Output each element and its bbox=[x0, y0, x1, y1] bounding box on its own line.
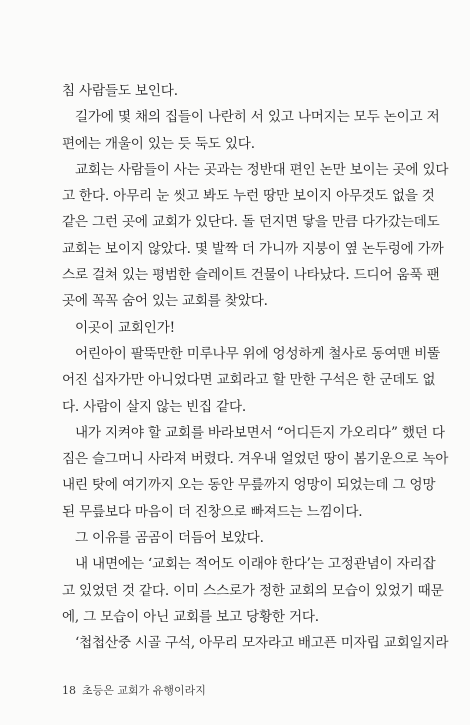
text-line: 어린아이 팔뚝만한 미루나무 위에 엉성하게 철사로 동여맨 비뚤 bbox=[75, 345, 441, 362]
running-title: 초등은 교회가 유행이라지 bbox=[82, 684, 206, 697]
text-line: 된 무릎보다 마음이 더 진창으로 빠져드는 느낌이다. bbox=[62, 503, 363, 520]
text-line: 그 이유를 곰곰이 더듬어 보았다. bbox=[75, 530, 264, 547]
text-line: 내 내면에는 ‘교회는 적어도 이래야 한다’는 고정관념이 자리잡 bbox=[75, 556, 436, 573]
text-line: 침 사람들도 보인다. bbox=[62, 83, 178, 99]
text-line: 교회는 사람들이 사는 곳과는 정반대 편인 논만 보이는 곳에 있다 bbox=[75, 161, 449, 178]
text-line: 짐은 슬그머니 사라져 버렸다. 겨우내 얼었던 땅이 봄기운으로 녹아 bbox=[62, 451, 449, 468]
page-number: 18 bbox=[62, 684, 76, 697]
text-line: 이곳이 교회인가! bbox=[75, 319, 175, 336]
text-line: 고 한다. 아무리 눈 씻고 봐도 누런 땅만 보이지 아무것도 없을 것 bbox=[62, 188, 435, 205]
text-line: ‘첩첩산중 시골 구석, 아무리 모자라고 배고픈 미자립 교회일지라 bbox=[75, 635, 449, 652]
text-line: 어진 십자가만 아니었다면 교회라고 할 만한 구석은 한 군데도 없 bbox=[62, 372, 436, 389]
text-line: 스로 걸쳐 있는 평범한 슬레이트 건물이 나타났다. 드디어 움푹 팬 bbox=[62, 267, 440, 284]
text-line: 내가 지켜야 할 교회를 바라보면서 “어디든지 가오리다” 했던 다 bbox=[75, 424, 445, 441]
text-line: 길가에 몇 채의 집들이 나란히 서 있고 나머지는 모두 논이고 저 bbox=[75, 109, 440, 126]
text-line: 다. 사람이 살지 않는 빈집 같다. bbox=[62, 398, 247, 415]
page-footer bbox=[62, 682, 206, 698]
body-text bbox=[62, 78, 449, 657]
text-line: 내린 탓에 여기까지 오는 동안 무릎까지 엉망이 되었는데 그 엉망 bbox=[62, 477, 436, 494]
text-line: 곳에 꼭꼭 숨어 있는 교회를 찾았다. bbox=[62, 293, 268, 310]
text-line: 고 있었던 것 같다. 이미 스스로가 정한 교회의 모습이 있었기 때문 bbox=[62, 582, 444, 599]
text-line: 에, 그 모습이 아닌 교회를 보고 당황한 거다. bbox=[62, 608, 319, 625]
text-line: 편에는 개울이 있는 듯 둑도 있다. bbox=[62, 135, 255, 152]
text-line: 교회는 보이지 않았다. 몇 발짝 더 가니까 지붕이 옆 논두렁에 가까 bbox=[62, 240, 444, 257]
text-line: 같은 그런 곳에 교회가 있단다. 돌 던지면 닿을 만큼 다가갔는데도 bbox=[62, 214, 440, 231]
